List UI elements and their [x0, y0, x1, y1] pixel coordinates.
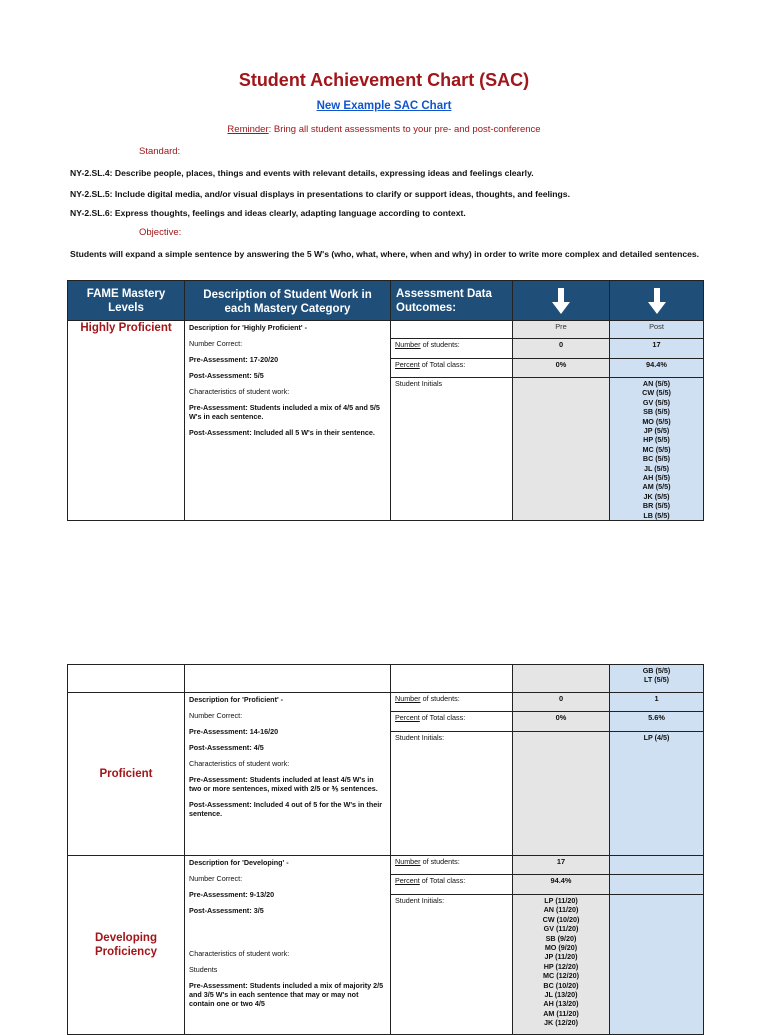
- initials-label: Student Initials:: [391, 895, 513, 1035]
- developing-pre-assessment: Pre-Assessment: 9-13/20: [189, 890, 275, 899]
- proficient-post-initials: [610, 732, 704, 856]
- example-sac-link[interactable]: New Example SAC Chart: [316, 100, 452, 112]
- pre-arrow-cell: [513, 281, 610, 321]
- sac-table-page2: [67, 664, 704, 1035]
- proficient-post-percent: 5.6%: [610, 712, 704, 732]
- initials-item: LP (4/5): [643, 733, 670, 742]
- initials-item: AN (5/5): [642, 379, 671, 388]
- number-underlined: Number: [395, 857, 421, 866]
- continued-post-initials: [610, 665, 704, 693]
- initials-item: CW (5/5): [642, 388, 671, 398]
- objective-label: Objective:: [139, 227, 182, 238]
- continued-mid-cell: [391, 665, 513, 693]
- highly-pre-number: 0: [513, 339, 610, 359]
- post-arrow-cell: [610, 281, 704, 321]
- percent-underlined: Percent: [395, 360, 420, 369]
- proficient-characteristics: Characteristics of student work:: [189, 759, 290, 768]
- initials-item: JP (11/20): [544, 952, 578, 962]
- number-underlined: Number: [395, 340, 421, 349]
- header-description: Description of Student Work in each Mastery Category: [185, 281, 391, 321]
- highly-post-assessment: Post-Assessment: 5/5: [189, 371, 264, 380]
- standard-1: NY-2.SL.4: Describe people, places, things and events with relevant details, expressing ideas and feelings clearly.: [70, 168, 534, 178]
- highly-pre-characteristics: Pre-Assessment: Students included a mix of 4/5 and 5/5 W's in each sentence.: [189, 403, 380, 421]
- developing-post-percent: [610, 875, 704, 895]
- developing-pre-characteristics: Pre-Assessment: Students included a mix of majority 2/5 and 3/5 W's in each sentence that may or may not contain one or two 4/5: [189, 981, 384, 1008]
- highly-post-characteristics: Post-Assessment: Included all 5 W's in their sentence.: [189, 428, 375, 437]
- initials-item: GB (5/5): [642, 666, 671, 675]
- developing-number-correct: Number Correct:: [189, 874, 243, 883]
- post-label: Post: [610, 321, 704, 339]
- proficient-number-correct: Number Correct:: [189, 711, 243, 720]
- highly-description: [185, 321, 391, 521]
- reminder-line: [0, 124, 768, 135]
- sac-table-page1: [67, 280, 704, 521]
- initials-item: LP (11/20): [544, 896, 578, 905]
- initials-item: BR (5/5): [642, 501, 671, 511]
- highly-pre-initials: [513, 378, 610, 521]
- initials-label: Student Initials:: [391, 732, 513, 856]
- initials-item: LT (5/5): [643, 675, 670, 685]
- proficient-post-number: 1: [610, 693, 704, 712]
- header-assessment: Assessment Data Outcomes:: [391, 281, 513, 321]
- initials-item: HP (5/5): [643, 435, 670, 445]
- down-arrow-icon: [551, 287, 571, 315]
- down-arrow-icon: [647, 287, 667, 315]
- highly-post-percent: 94.4%: [610, 359, 704, 378]
- reminder-text: : Bring all student assessments to your pre- and post-conference: [268, 124, 541, 135]
- initials-item: AM (11/20): [543, 1008, 579, 1018]
- proficient-post-characteristics: Post-Assessment: Included 4 out of 5 for the W's in their sentence.: [189, 800, 382, 818]
- highly-post-number: 17: [610, 339, 704, 359]
- initials-item: GV (5/5): [642, 397, 671, 407]
- initials-item: MC (5/5): [642, 444, 671, 454]
- initials-label: Student Initials: [391, 378, 513, 521]
- number-rest: of students:: [420, 340, 460, 349]
- initials-item: JP (5/5): [643, 426, 670, 436]
- continued-level-cell: [68, 665, 185, 693]
- proficient-pre-assessment: Pre-Assessment: 14-16/20: [189, 727, 279, 736]
- level-developing-proficiency: Developing Proficiency: [68, 856, 185, 1035]
- initials-item: AM (5/5): [642, 482, 671, 492]
- initials-item: MO (5/5): [642, 416, 671, 426]
- level-highly-proficient: Highly Proficient: [68, 321, 185, 521]
- initials-item: BC (10/20): [543, 980, 579, 990]
- developing-post-number: [610, 856, 704, 875]
- percent-rest: of Total class:: [419, 876, 466, 885]
- developing-post-assessment: Post-Assessment: 3/5: [189, 906, 264, 915]
- developing-characteristics: Characteristics of student work:: [189, 949, 290, 958]
- reminder-label: Reminder: [227, 124, 269, 135]
- initials-item: LB (5/5): [643, 510, 670, 520]
- initials-item: JL (5/5): [643, 463, 670, 473]
- initials-item: AN (11/20): [543, 905, 579, 915]
- initials-item: JK (12/20): [544, 1018, 578, 1028]
- initials-item: AH (5/5): [642, 473, 671, 483]
- proficient-description: [185, 693, 391, 856]
- highly-characteristics: Characteristics of student work:: [189, 387, 290, 396]
- initials-item: MC (12/20): [543, 971, 579, 981]
- continued-desc-cell: [185, 665, 391, 693]
- percent-rest: of Total class:: [419, 713, 466, 722]
- page-title: Student Achievement Chart (SAC): [238, 70, 530, 90]
- percent-underlined: Percent: [395, 876, 420, 885]
- proficient-post-assessment: Post-Assessment: 4/5: [189, 743, 264, 752]
- initials-item: HP (12/20): [543, 961, 579, 971]
- continued-pre-cell: [513, 665, 610, 693]
- highly-pre-percent: 0%: [513, 359, 610, 378]
- level-proficient: Proficient: [68, 693, 185, 856]
- initials-item: SB (5/5): [643, 407, 670, 417]
- proficient-pre-percent: 0%: [513, 712, 610, 732]
- proficient-pre-characteristics: Pre-Assessment: Students included at least 4/5 W's in two or more sentences, mixed with 2/5 or ⅗ sentences.: [189, 775, 378, 793]
- highly-number-correct: Number Correct:: [189, 339, 243, 348]
- proficient-pre-number: 0: [513, 693, 610, 712]
- initials-item: GV (11/20): [543, 924, 579, 934]
- initials-item: JL (13/20): [544, 990, 578, 1000]
- developing-students: Students: [189, 965, 218, 974]
- objective-text: Students will expand a simple sentence by answering the 5 W's (who, what, where, when and why) in order to write more complex and detailed sentences.: [70, 249, 700, 259]
- initials-item: SB (9/20): [545, 933, 577, 943]
- standard-2: NY-2.SL.5: Include digital media, and/or visual displays in presentations to clarify or support ideas, thoughts, and feelings.: [70, 189, 570, 199]
- number-students-label: [391, 339, 513, 359]
- initials-item: CW (10/20): [542, 914, 580, 924]
- header-mastery-levels: FAME Mastery Levels: [68, 281, 185, 321]
- initials-item: AH (13/20): [543, 999, 579, 1009]
- developing-pre-initials: [513, 895, 610, 1035]
- developing-pre-percent: 94.4%: [513, 875, 610, 895]
- number-students-label: [391, 856, 513, 875]
- developing-description: [185, 856, 391, 1035]
- proficient-pre-initials: [513, 732, 610, 856]
- number-students-label: [391, 693, 513, 712]
- developing-post-initials: [610, 895, 704, 1035]
- pre-label: Pre: [513, 321, 610, 339]
- developing-pre-number: 17: [513, 856, 610, 875]
- initials-item: JK (5/5): [643, 491, 670, 501]
- proficient-desc-title: Description for 'Proficient' -: [189, 695, 284, 704]
- highly-pre-assessment: Pre-Assessment: 17-20/20: [189, 355, 279, 364]
- number-underlined: Number: [395, 694, 421, 703]
- standard-3: NY-2.SL.6: Express thoughts, feelings and ideas clearly, adapting language according to context.: [70, 208, 466, 218]
- initials-item: MO (9/20): [544, 943, 578, 953]
- highly-desc-title: Description for 'Highly Proficient' -: [189, 323, 308, 332]
- standard-label: Standard:: [139, 146, 181, 157]
- number-rest: of students:: [420, 857, 460, 866]
- number-rest: of students:: [420, 694, 460, 703]
- percent-class-label: [391, 875, 513, 895]
- initials-item: BC (5/5): [642, 454, 671, 464]
- percent-class-label: [391, 359, 513, 378]
- percent-rest: of Total class:: [419, 360, 466, 369]
- highly-post-initials: [610, 378, 704, 521]
- percent-underlined: Percent: [395, 713, 420, 722]
- percent-class-label: [391, 712, 513, 732]
- blank-cell: [391, 321, 513, 339]
- developing-desc-title: Description for 'Developing' -: [189, 858, 289, 867]
